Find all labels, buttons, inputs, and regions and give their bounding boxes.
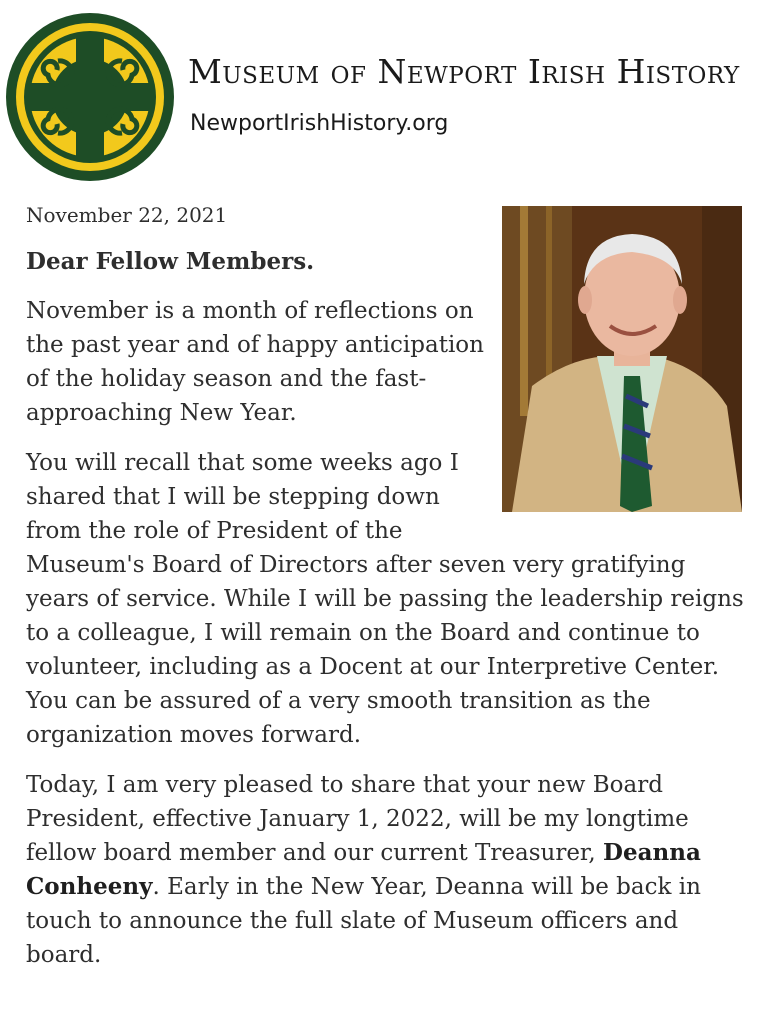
celtic-cross-logo-icon: [6, 13, 174, 181]
letter-header: [0, 0, 768, 190]
org-website-link[interactable]: NewportIrishHistory.org: [190, 111, 449, 136]
new-president-name: Deanna Conheeny: [26, 839, 701, 900]
letter-date: November 22, 2021: [26, 203, 228, 227]
letter-paragraph: You will recall that some weeks ago I shared that I will be stepping down from the role of President of the Museum's Board of Directors after seven very gratifying years of service. While I will be passing the leadership reigns to a colleague, I will remain on the Board and continue to volunteer, including as a Docent at our Interpretive Center. You can be assured of a very smooth transition as the organization moves forward.: [26, 450, 744, 748]
letter-body: [26, 200, 746, 988]
org-name: Museum of Newport Irish History: [188, 52, 740, 91]
letter-paragraph: November is a month of reflections on the past year and of happy anticipation of the holiday season and the fast-approaching New Year.: [26, 298, 484, 426]
president-portrait-photo: [502, 206, 742, 512]
letter-salutation: Dear Fellow Members.: [26, 248, 315, 275]
paragraph-text: . Early in the New Year, Deanna will be back in touch to announce the full slate of Museum officers and board.: [26, 874, 701, 968]
letter-paragraph: [26, 768, 746, 972]
paragraph-text: Today, I am very pleased to share that your new Board President, effective January 1, 2022, will be my longtime fellow board member and our current Treasurer,: [26, 772, 689, 866]
